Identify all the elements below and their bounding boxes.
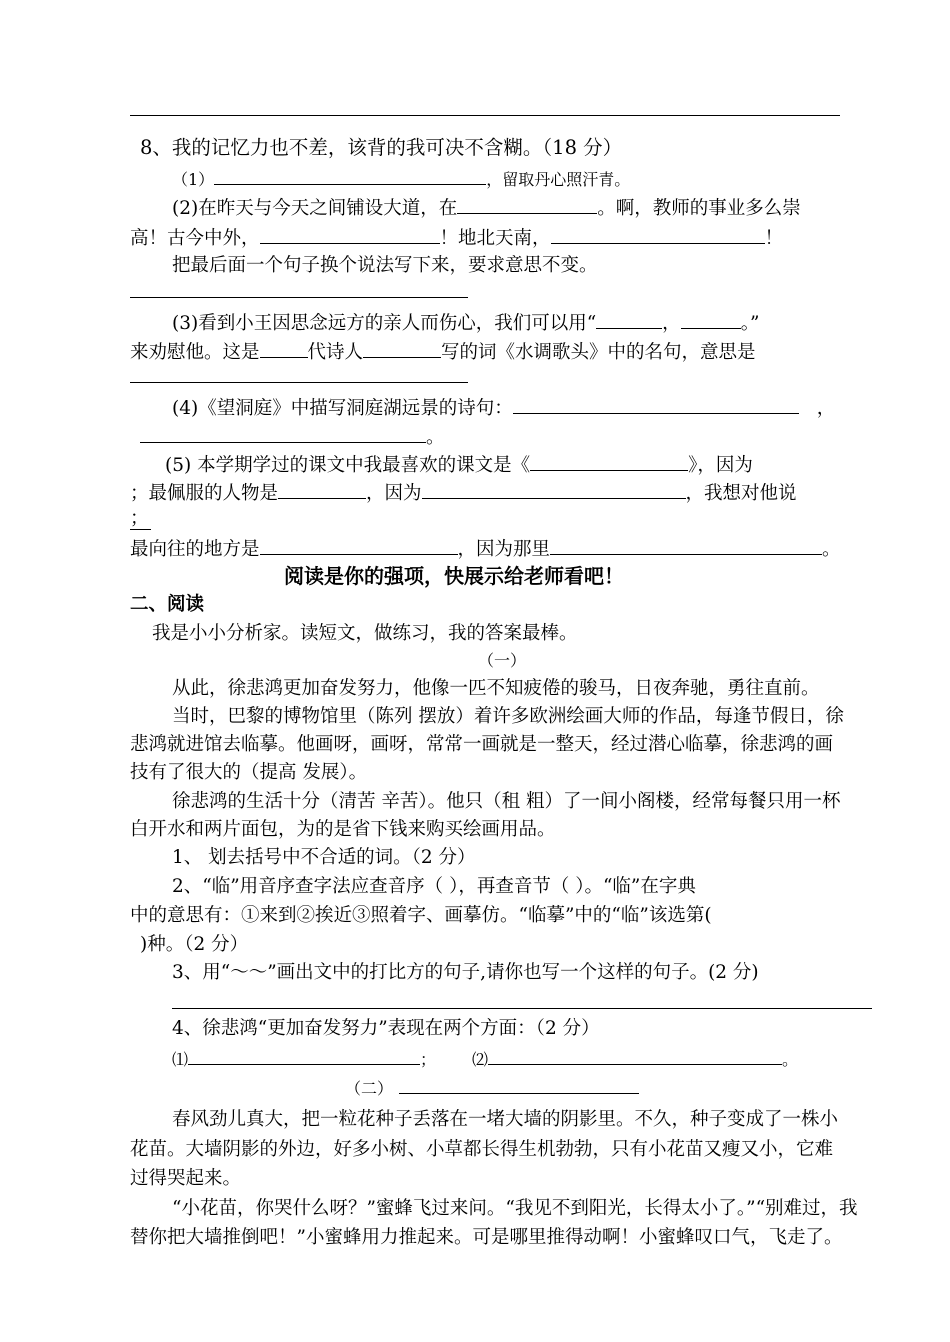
q8-item5-blank5[interactable] [550, 536, 822, 555]
question-2-line3: )种。（2 分） [140, 934, 249, 955]
passage2-title-blank[interactable] [399, 1075, 639, 1094]
passage2-title-label: （二） [345, 1079, 394, 1098]
passage2-title [345, 1075, 639, 1100]
q8-item4-line1 [172, 395, 835, 420]
question-3-answer-line[interactable] [172, 1008, 872, 1009]
question-4-blank1[interactable] [188, 1046, 420, 1065]
question-4-answers [172, 1046, 798, 1071]
q8-item5-line2 [130, 480, 797, 505]
question-2-line1: 2、“临”用音序查字法应查音序（ ），再查音节（ ）。“临”在字典 [172, 876, 696, 897]
q8-item1-blank[interactable] [214, 166, 486, 185]
q8-item3-blank1[interactable] [596, 310, 662, 329]
q8-item2-text-b: 。啊，教师的事业多么崇 [597, 198, 801, 219]
passage2-para1-line1: 春风劲儿真大，把一粒花种子丢落在一堵大墙的阴影里。不久，种子变成了一株小 [172, 1109, 839, 1130]
q8-item3-text-e: 代诗人 [307, 342, 364, 363]
q8-item2-text-e: ！ [764, 228, 784, 249]
q8-item5-line3 [130, 508, 151, 530]
question-1: 1、 划去括号中不合适的词。（2 分） [172, 847, 476, 868]
q8-item2-line2 [130, 225, 783, 250]
q8-item5-blank1[interactable] [530, 452, 688, 471]
passage1-para2-line2: 悲鸿就进馆去临摹。他画呀，画呀，常常一画就是一整天，经过潜心临摹，徐悲鸿的画 [130, 734, 834, 755]
q8-item5-line4 [130, 536, 841, 561]
q8-item2-line3: 把最后面一个句子换个说法写下来，要求意思不变。 [172, 255, 598, 276]
passage1-title: （一） [478, 651, 527, 670]
top-divider [130, 115, 840, 116]
q8-item5-text-a: (5) 本学期学过的课文中我最喜欢的课文是《 [165, 455, 531, 476]
reading-banner: 阅读是你的强项，快展示给老师看吧！ [284, 564, 624, 588]
q8-item5-text-i: 。 [822, 539, 841, 560]
passage1-para3-line2: 白开水和两片面包，为的是省下钱来购买绘画用品。 [130, 819, 556, 840]
q8-item3-answer-line[interactable] [130, 382, 468, 383]
q8-item1 [172, 166, 630, 191]
passage2-para2-line1: “小花苗，你哭什么呀？”蜜蜂飞过来问。“我见不到阳光，长得太小了。”“别难过，我 [172, 1198, 858, 1219]
q8-item4-blank2[interactable] [140, 424, 426, 443]
q8-item3-line1 [172, 310, 759, 335]
q8-item3-text-b: ， [662, 313, 681, 334]
passage2-para1-line2: 花苗。大墙阴影的外边，好多小树、小草都长得生机勃勃，只有小花苗又瘦又小，它难 [130, 1139, 834, 1160]
q8-item5-line1 [165, 452, 753, 477]
passage2-para2-line2: 替你把大墙推倒吧！”小蜜蜂用力推起来。可是哪里推得动啊！小蜜蜂叹口气，飞走了。 [130, 1227, 843, 1248]
q8-item2-text-c: 高！古今中外， [130, 228, 260, 249]
q8-item4-line2 [140, 424, 445, 449]
q8-item1-tail: ，留取丹心照汗青。 [486, 170, 631, 189]
question-4: 4、徐悲鸿“更加奋发努力”表现在两个方面：（2 分） [172, 1018, 600, 1039]
q8-item2-text-d: ！地北天南， [439, 228, 551, 249]
q8-item4-text-a: (4)《望洞庭》中描写洞庭湖远景的诗句： [172, 398, 513, 419]
q8-item1-label: （1） [172, 170, 215, 189]
q8-item3-line2 [130, 339, 756, 364]
q8-item5-blank2[interactable] [278, 480, 366, 499]
q8-item4-blank1[interactable] [513, 395, 799, 414]
q8-item3-text-a: (3)看到小王因思念远方的亲人而伤心，我们可以用“ [172, 313, 597, 334]
q8-item5-text-g: 最向往的地方是 [130, 539, 260, 560]
q8-item2-line1 [172, 195, 801, 220]
q8-item5-text-c: ；最佩服的人物是 [130, 483, 279, 504]
passage1-para2-line3: 技有了很大的（提高 发展）。 [130, 762, 368, 783]
q8-item3-blank2[interactable] [681, 310, 741, 329]
q8-item5-text-e: ，我想对他说 [685, 483, 797, 504]
passage2-para1-line3: 过得哭起来。 [130, 1168, 242, 1189]
q8-item5-text-h: ，因为那里 [457, 539, 551, 560]
passage1-para2-line1: 当时，巴黎的博物馆里（陈列 摆放）着许多欧洲绘画大师的作品，每逢节假日，徐 [172, 706, 844, 727]
q8-item3-text-d: 来劝慰他。这是 [130, 342, 260, 363]
q8-item2-blank3[interactable] [551, 225, 765, 244]
question-4-label-1: ⑴ [172, 1050, 189, 1069]
question-4-end: 。 [782, 1050, 799, 1069]
q8-item2-answer-line[interactable] [130, 297, 468, 298]
q8-item2-blank1[interactable] [457, 195, 597, 214]
q8-item2-blank2[interactable] [260, 225, 440, 244]
q8-item3-text-c: 。” [740, 313, 760, 334]
question-4-label-2: ⑵ [472, 1050, 489, 1069]
reading-intro: 我是小小分析家。读短文，做练习，我的答案最棒。 [152, 623, 578, 644]
q8-item3-blank3[interactable] [260, 339, 308, 358]
question-4-blank2[interactable] [488, 1046, 782, 1065]
question-2-line2: 中的意思有：①来到②挨近③照着字、画摹仿。“临摹”中的“临”该选第( [130, 905, 712, 926]
q8-item5-text-b: 》，因为 [688, 455, 753, 476]
passage1-para1: 从此，徐悲鸿更加奋发努力，他像一匹不知疲倦的骏马，日夜奔驰，勇往直前。 [172, 678, 820, 699]
q8-item2-text-a: (2)在昨天与今天之间铺设大道，在 [172, 198, 458, 219]
q8-item3-blank4[interactable] [363, 339, 441, 358]
q8-item5-text-d: ，因为 [366, 483, 422, 504]
passage1-para3-line1: 徐悲鸿的生活十分（清苦 辛苦）。他只（租 粗）了一间小阁楼，经常每餐只用一杯 [172, 791, 841, 812]
q8-item3-text-f: 写的词《水调歌头》中的名句，意思是 [441, 342, 756, 363]
q8-item4-text-b: ， [816, 398, 836, 419]
q8-item4-text-c: 。 [426, 427, 445, 448]
question-3: 3、用“～～”画出文中的打比方的句子,请你也写一个这样的句子。(2 分) [172, 962, 759, 983]
q8-item5-blank4[interactable] [260, 536, 458, 555]
question-4-sep: ； [420, 1050, 437, 1069]
section-heading-reading: 二、阅读 [130, 594, 205, 615]
q8-item5-text-f: ； [130, 508, 149, 529]
q8-title: 8、我的记忆力也不差，该背的我可决不含糊。（18 分） [140, 136, 623, 159]
q8-item5-blank3[interactable] [422, 480, 686, 499]
